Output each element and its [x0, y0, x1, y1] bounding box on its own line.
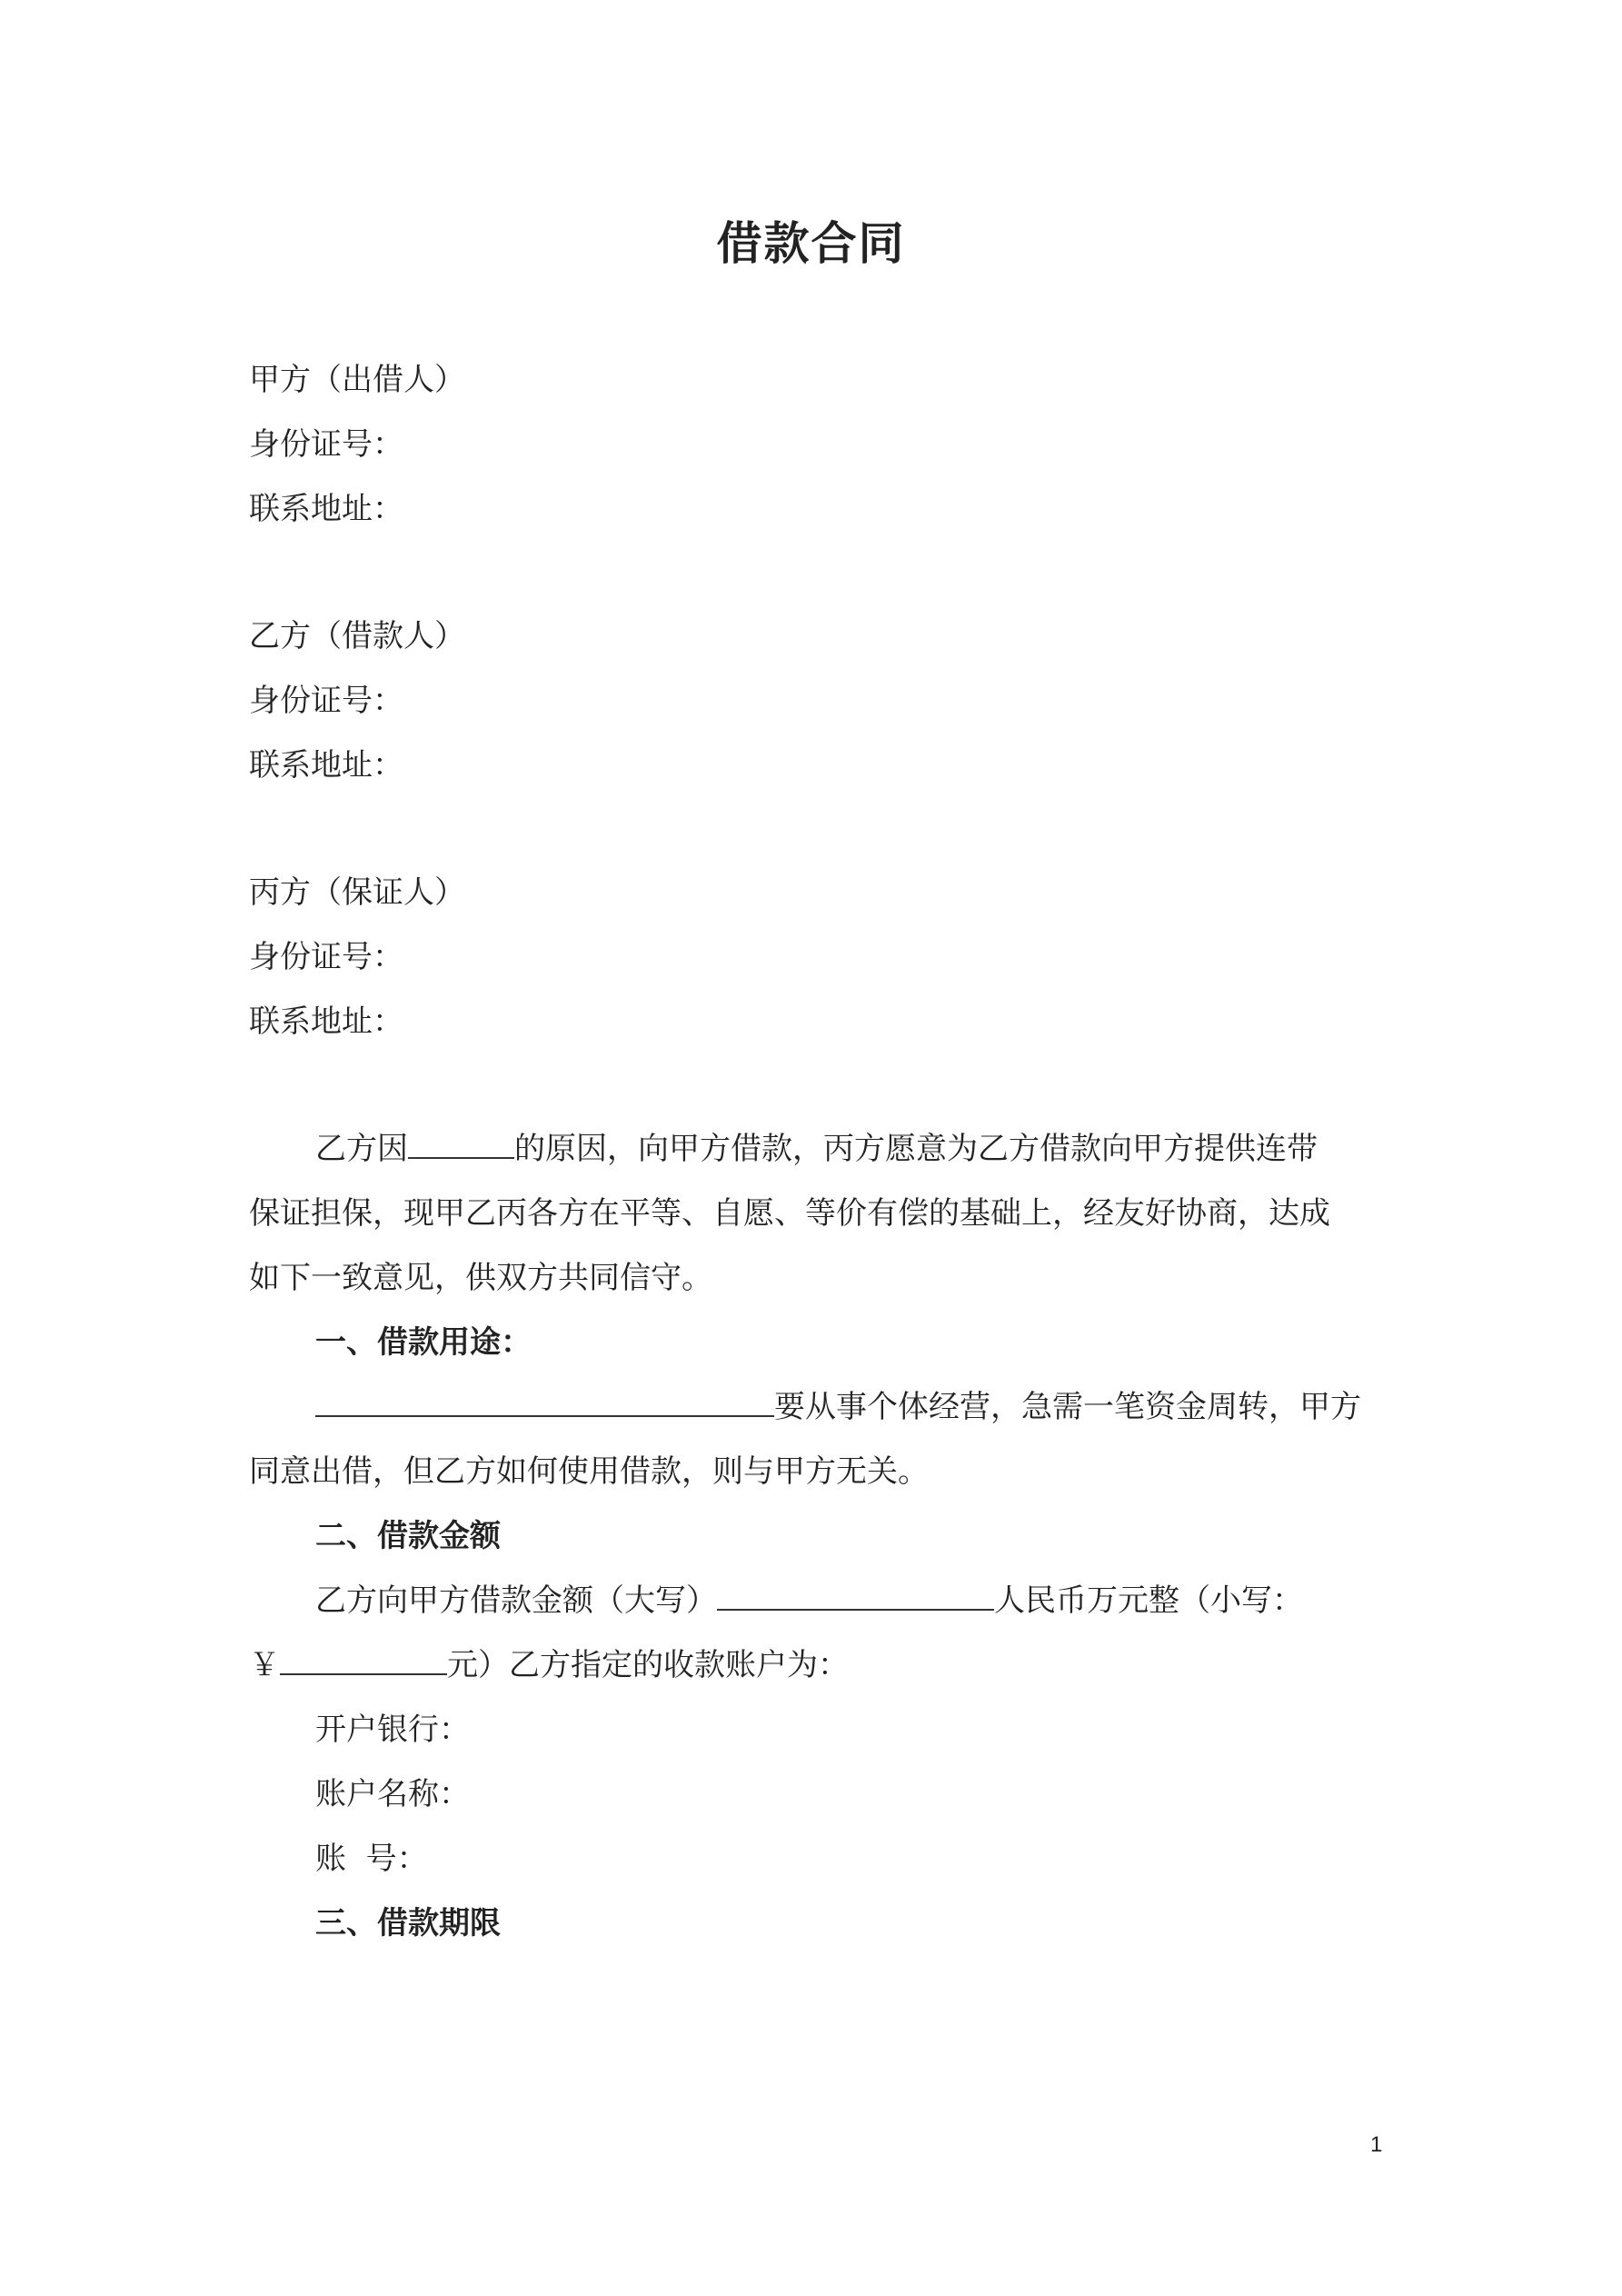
- account-name-label: 账户名称：: [315, 1776, 470, 1812]
- party-b-address-label: 联系地址：: [249, 747, 403, 784]
- section-2-heading: 二、借款金额: [315, 1518, 501, 1554]
- document-title: 借款合同: [716, 217, 906, 270]
- reason-blank: [408, 1130, 514, 1159]
- amount-lowercase-blank: [280, 1646, 447, 1675]
- preamble-line-3: 如下一致意见，供双方共同信守。: [249, 1260, 712, 1296]
- receiving-account-text: 元）乙方指定的收款账户为：: [447, 1647, 849, 1683]
- amount-currency-text: 人民币万元整（小写：: [994, 1582, 1303, 1619]
- yuan-symbol: ￥: [249, 1647, 280, 1683]
- section-1-line-2: 同意出借，但乙方如何使用借款，则与甲方无关。: [249, 1453, 929, 1490]
- party-a-address-label: 联系地址：: [249, 491, 403, 527]
- party-a-label: 甲方（出借人）: [249, 362, 465, 398]
- party-a-id-label: 身份证号：: [249, 426, 403, 463]
- preamble-text-b: 的原因，向甲方借款，丙方愿意为乙方借款向甲方提供连带: [514, 1131, 1318, 1167]
- section-1-text-a: 要从事个体经营，急需一笔资金周转，甲方: [774, 1389, 1361, 1425]
- party-c-id-label: 身份证号：: [249, 939, 403, 975]
- amount-uppercase-blank: [717, 1582, 994, 1611]
- section-2-line-2: [249, 1643, 849, 1687]
- page-number: 1: [1370, 2132, 1383, 2157]
- party-b-label: 乙方（借款人）: [249, 618, 465, 654]
- party-c-label: 丙方（保证人）: [249, 874, 465, 911]
- preamble-line-2: 保证担保，现甲乙丙各方在平等、自愿、等价有偿的基础上，经友好协商，达成: [249, 1195, 1330, 1232]
- section-2-line-1: [315, 1579, 1303, 1622]
- bank-label: 开户银行：: [315, 1712, 470, 1748]
- preamble-text-a: 乙方因: [315, 1131, 408, 1167]
- party-b-id-label: 身份证号：: [249, 683, 403, 719]
- section-1-line-1: [315, 1385, 1361, 1429]
- preamble-line-1: [315, 1127, 1318, 1171]
- account-number-label: 账 号：: [315, 1841, 428, 1877]
- purpose-blank: [315, 1388, 774, 1417]
- amount-uppercase-label: 乙方向甲方借款金额（大写）: [315, 1582, 717, 1619]
- party-c-address-label: 联系地址：: [249, 1003, 403, 1040]
- section-3-heading: 三、借款期限: [315, 1905, 501, 1942]
- section-1-heading: 一、借款用途：: [315, 1324, 532, 1361]
